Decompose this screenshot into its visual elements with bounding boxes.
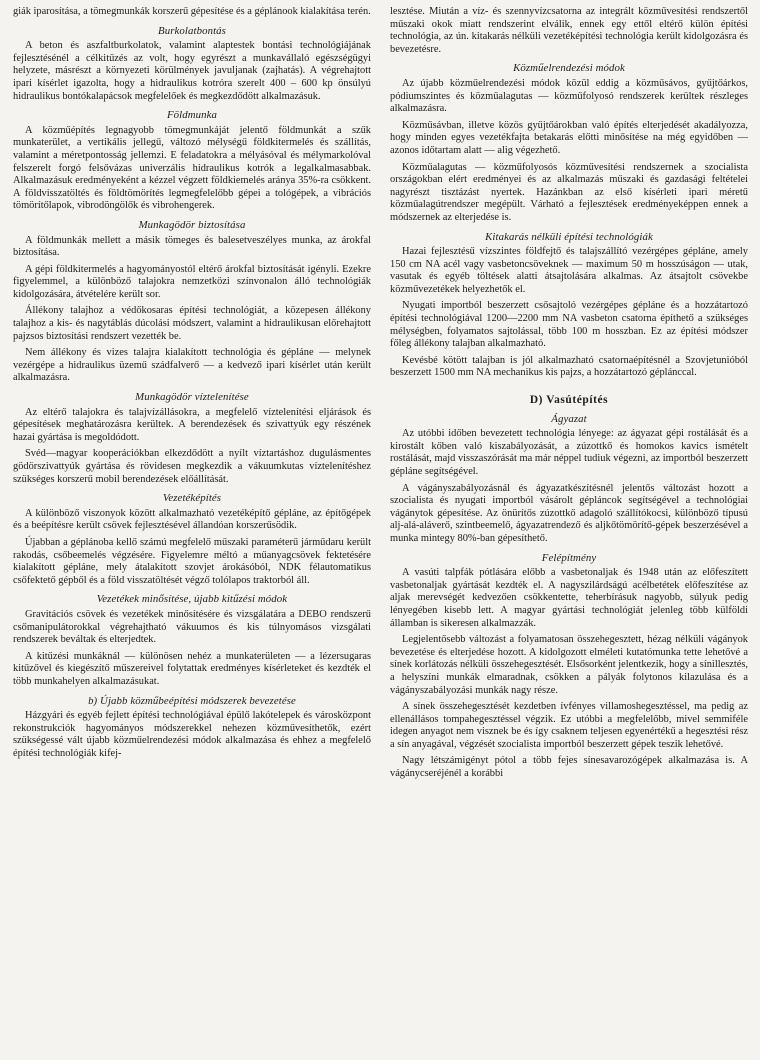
paragraph: A gépi földkitermelés a hagyományostól eltérő árokfal biztosítását igényli. Ezekre figyelemmel, a különböző talajokra nemzetközi színvonalon álló technológiák kidolgozására, átvételére került sor.	[13, 263, 371, 300]
paragraph: A vasúti talpfák pótlására előbb a vasbetonaljak és 1948 után az előfeszített vasbetonaljak gyártását kezdték el. A nagyszilárdságú acélbetétek előfeszítése az aljak merevségét kedvezően csökkentette, teherbírásuk nagyobb, súlyuk pedig lényegében kisebb lett. A magyar gyártási technológiát jelenleg több külföldi államban is sikeresen alkalmazzák.	[390, 567, 748, 629]
heading-agyazat: Ágyazat	[551, 412, 587, 425]
heading-vezetekepites: Vezetéképítés	[162, 492, 222, 505]
paragraph: Az utóbbi időben bevezetett technológia lényege: az ágyazat gépi rostálását és a kirostált kőben való kiszabályozását, a zúzottkő és homokos kavics ismételt rostálását, majd visszaszórását ma már néppel tudiuk végezni, az importból beszerzett gépláne segítségével.	[390, 428, 748, 477]
paragraph: Nyugati importból beszerzett csősajtoló vezérgépes gépláne és a hozzátartozó építési technológiával 1200—2200 mm NA vasbeton csatorna építhető a szükséges mélységben, folyamatos sajtolással, több 100 m hosszban. Ez az építési módszer főleg állékony talajban alkalmazható.	[390, 300, 748, 350]
paragraph: Közműalagutas — közműfolyosós közművesítési rendszernek a szocialista országokban elért eredményei és az alkalmazás műszaki és gazdasági feltételei nagyrészt tisztázást nyertek. Hazánkban az első kísérleti ipari méretű közműalagútrendszer megépült. Várható a fejlesztések eredményeképpen ennek a módszernek az elterjedése is.	[390, 161, 748, 223]
heading-munkagodor-biztositasa: Munkagödör biztosítása	[138, 218, 246, 231]
paragraph: A kitűzési munkáknál — különösen nehéz a munkaterületen — a lézersugaras kitűzővel és kiegészítő műszereivel folytattak eredményes kísérleteket és kezdték el több munkahelyen alkalmazásukat.	[13, 650, 371, 687]
left-column	[13, 6, 371, 764]
paragraph: Állékony talajhoz a védőkosaras építési technológiát, a közepesen állékony talajhoz a kis- és nagytáblás dúcolási módszert, valamint a hidraulikusan előrehajtott pajzsos biztosítási rendszert vezették be.	[13, 305, 371, 342]
intro-paragraph: lesztése. Miután a víz- és szennyvízcsatorna az integrált közművesítési rendszertől műszaki okok miatt rendszerint elválik, ennek egy ettől eltérő külön építési technológia, az ún. kitakarás nélküli vezetéképítési technológia került kidolgozásra és bevezetésre.	[390, 6, 748, 55]
paragraph: Svéd—magyar kooperációkban elkezdődött a nyílt víztartáshoz dugulásmentes gödörszivattyúk gyártása és rövidesen megkezdik a vákuumkutas víztelenítéshez szükséges korszerű mobil berendezések előállítását.	[13, 448, 371, 485]
heading-munkagodor-viztelenitese: Munkagödör víztelenítése	[135, 391, 249, 404]
paragraph: Az újabb közműelrendezési módok közül eddig a közműsávos, gyűjtőárkos, pódiumszintes és közműalagutas — közműfolyosó rendszerek kerültek részleges alkalmazásra.	[390, 77, 748, 115]
paragraph: Újabban a géplánoba kellő számú megfelelő műszaki paraméterű járműdaru került rakodás, csőbeemelés végzésére. Figyelemre méltó a műanyagcsövek fektetésére kialakított gépláne, mely átalakított szovjet árokásóból, NDK félautomatikus csőfektető gépből és a föld visszatöltését végző tolólapos traktorból áll.	[13, 536, 371, 586]
paragraph: A beton és aszfaltburkolatok, valamint alaptestek bontási technológiájának fejlesztésénél a célkitűzés az volt, hogy egyrészt a munkavállaló egészségügyi helyzete, másrészt a környezeti körülmények javuljanak (zajhatás). A végrehajtott ipari kísérlet igazolta, hogy a hidraulikus kotróra szerelt 400 – 600 kp önsúlyú hidraulikus bontókalapácsok megfelelőek és megkezdődött alkalmazásuk.	[13, 40, 371, 102]
paragraph: Hazai fejlesztésű vízszintes földfejtő és talajszállító vezérgépes gépláne, amely 150 cm NA acél vagy vasbetoncsöveknek — maximum 50 m hosszúságon — utak, vasutak és egyéb töltések alatti átsajtolására alkalmas. Az átsajtolt csövekbe közművezetékek helyezhetők el.	[390, 246, 748, 295]
paragraph: Házgyári és egyéb fejlett építési technológiával épülő lakótelepek és városközpont rekonstrukciók hagyományos módszerekkel nehezen közművesíthetők, ezért szükségessé vált újabb közműelrendezési módok alkalmazása és ehhez a megfelelő építési technológiák kifej-	[13, 710, 371, 759]
heading-vezetekek-minositese: Vezetékek minősítése, újabb kitűzési módok	[96, 593, 288, 606]
paragraph: Az eltérő talajokra és talajvízállásokra, a megfelelő víztelenítési eljárások és gépesítések meghatározásra kerültek. A berendezések és szivattyúk egy részének hazai gyártása is megoldódott.	[13, 406, 371, 443]
paragraph: Legjelentősebb változást a folyamatosan összehegesztett, hézag nélküli vágányok bevezetése és elterjedése hozott. A kidolgozott elméleti kutatómunka tette lehetővé a sínek korlátozás nélküli összehegesztését. Elsősorként jelentkezik, hogy a sínillesztés, a helyszíni munkák elmaradnak, csökken a pályák folytonos kilazulása és a vágányszabályozási munkák nagy része.	[390, 634, 748, 696]
heading-kitakaras-nelkuli: Kitakarás nélküli építési technológiák	[485, 230, 653, 243]
intro-paragraph: giák iparosítása, a tömegmunkák korszerű gépesítése és a géplánook kialakítása terén.	[13, 6, 371, 17]
heading-kozmubeepitesi-modszerek: b) Újabb közműbeépítési módszerek bevezetése	[88, 694, 296, 707]
paragraph: A közműépítés legnagyobb tömegmunkáját jelentő földmunkát a szűk munkaterület, a vertikális jellegű, változó mélységű földkitermelés és szállítás, valamint a méretpontosság jellemzi. E feladatokra a mélyásóval és mélymarkolóval felszerelt forgó felsővázas univerzális hidraulikus kotrók a legalkalmasabbak. Alkalmazásuk eredményeként a kézzel végzett földkiemelés aránya 35%-ra csökkent. A földvisszatöltés és földtömörítés legmegfelelőbb gépei a tológépek, a vibrációs tömörítőlapok, vibrodöngölők és vibrohengerek.	[13, 124, 371, 212]
right-column	[390, 6, 748, 785]
paragraph: A földmunkák mellett a másik tömeges és balesetveszélyes munka, az árokfal biztosítása.	[13, 234, 371, 259]
paragraph: A sínek összehegesztését kezdetben ívfényes villamoshegesztéssel, ma pedig az ellenállásos tompahegesztéssel végzik. Ez utóbbi a megfelelőbb, mivel semmiféle idegen anyagot nem visznek be és így csaknem teljesen egyenértékű a hegesztési rész a sín anyagával, végzését szocialista importból beszerzett gépek teszik lehetővé.	[390, 701, 748, 750]
section-heading-vasutepites: D) Vasútépítés	[529, 394, 609, 407]
heading-kozmuelrendezesi-modok: Közműelrendezési módok	[513, 62, 625, 75]
heading-burkolatbontas: Burkolatbontás	[158, 24, 226, 37]
paragraph: Nagy létszámigényt pótol a több fejes sínesavarozógépek alkalmazása is. A vágánycseréjénél a korábbi	[390, 755, 748, 780]
paragraph: A vágányszabályozásnál és ágyazatkészítésnél jelentős változást hozott a szocialista és nyugati importból vásárolt gépláncok segítségével a technológiai vágánytok gépesítése. Az önürítős zúzottkő adagoló szállítókocsi, különböző típusú alj-alá-aláverő, szintbeemelő, ágyazatrendező és aljkőtömörítő-gépek beszerzésével a munka mintegy 80%-ban gépesíthető.	[390, 482, 748, 544]
heading-felepitmeny: Felépítmény	[541, 551, 597, 564]
paragraph: Kevésbé kötött talajban is jól alkalmazható csatornaépítésnél a Szovjetunióból beszerzett 1500 mm NA mechanikus kis pajzs, a hozzátartozó géplánccal.	[390, 354, 748, 379]
paragraph: Nem állékony és vizes talajra kialakított technológia és gépláne — melynek vezérgépe a hidraulikus üzemű szádfalverő — a kedvező ipari kísérlet után került alkalmazásra.	[13, 347, 371, 384]
paragraph: Gravitációs csövek és vezetékek minősítésére és vizsgálatára a DEBO rendszerű csőmanipulátorokkal végrehajtható vákuumos és kis túlnyomásos vizsgálati rendszerek beváltak és elterjedtek.	[13, 608, 371, 646]
heading-foldmunka: Földmunka	[166, 109, 218, 122]
paragraph: A különböző viszonyok között alkalmazható vezetéképítő gépláne, az építőgépek és a beépítésre került csövek fejlesztésével állandóan korszerűsödik.	[13, 507, 371, 532]
paragraph: Közműsávban, illetve közös gyűjtőárokban való építés elterjedését akadályozza, hogy minden egyes vezetékfajta betakarás előtti minősítése na még egyidőben — azonos időtartam alatt — alig végezhető.	[390, 119, 748, 156]
